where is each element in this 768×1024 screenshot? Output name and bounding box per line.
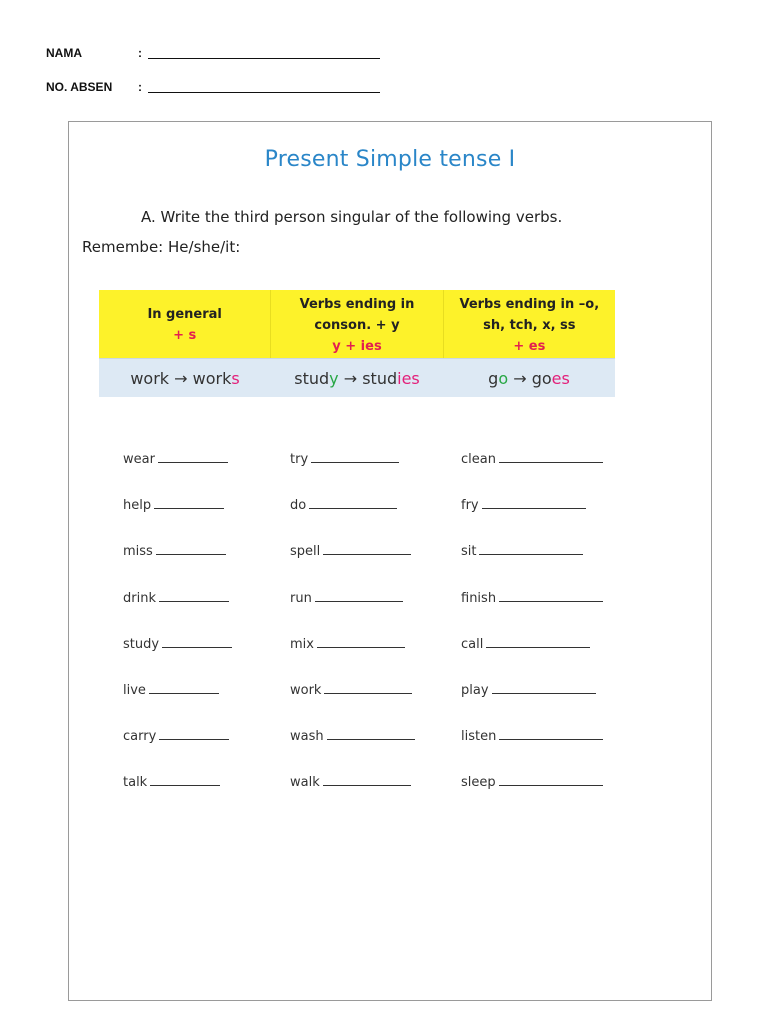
answer-blank-line[interactable]	[479, 544, 583, 555]
verb-word: listen	[461, 729, 497, 745]
verb-word: wash	[290, 729, 324, 745]
answer-blank-line[interactable]	[482, 498, 586, 509]
rules-header-row	[99, 290, 615, 358]
worksheet-title: Present Simple tense I	[264, 147, 516, 172]
answer-blank-line[interactable]	[327, 729, 415, 740]
verb-word: carry	[123, 729, 157, 745]
example-suffix: s	[231, 368, 240, 388]
verb-word: finish	[461, 590, 497, 606]
answer-blank-line[interactable]	[162, 637, 232, 648]
verb-item	[290, 775, 411, 790]
verb-item	[461, 544, 583, 559]
name-colon: :	[138, 46, 142, 60]
example-base-stem: g	[488, 368, 499, 388]
verb-item	[461, 591, 603, 606]
verb-item	[123, 544, 226, 559]
verb-word: miss	[123, 544, 153, 560]
rule-consonant-y-example	[271, 369, 443, 388]
verb-item	[123, 591, 229, 606]
answer-blank-line[interactable]	[499, 729, 603, 740]
verb-word: clean	[461, 452, 496, 467]
worksheet-frame	[68, 121, 712, 1001]
answer-blank-line[interactable]	[154, 498, 224, 509]
absence-number-blank-line[interactable]	[148, 92, 380, 93]
verb-item	[461, 498, 586, 513]
verb-item	[123, 452, 228, 467]
verb-word: walk	[290, 775, 320, 791]
answer-blank-line[interactable]	[158, 452, 228, 463]
verb-word: call	[461, 636, 484, 652]
verb-item	[123, 637, 232, 652]
absence-number-colon: :	[138, 80, 142, 94]
answer-blank-line[interactable]	[150, 775, 220, 786]
answer-blank-line[interactable]	[486, 637, 590, 648]
verb-word: try	[290, 452, 309, 467]
rule-consonant-y-heading	[271, 290, 443, 358]
verb-item	[123, 683, 219, 698]
answer-blank-line[interactable]	[315, 591, 403, 602]
verb-item	[290, 544, 411, 559]
example-suffix: ies	[397, 368, 420, 388]
rule-general-title: In general	[147, 307, 222, 322]
example-stem: work	[192, 368, 232, 388]
verb-word: mix	[290, 636, 314, 652]
instruction-text: A. Write the third person singular of the following verbs.	[141, 208, 563, 226]
arrow-icon: →	[513, 368, 527, 388]
spelling-rules-table	[99, 290, 615, 397]
name-blank-line[interactable]	[148, 58, 380, 59]
example-base-letter: y	[329, 368, 339, 388]
verb-item	[290, 591, 403, 606]
verb-item	[461, 775, 603, 790]
verb-word: fry	[461, 498, 479, 514]
verb-word: do	[290, 498, 307, 514]
name-label: NAMA	[46, 46, 82, 60]
example-base-letter: o	[498, 368, 509, 388]
verb-word: work	[290, 683, 322, 698]
answer-blank-line[interactable]	[499, 452, 603, 463]
example-stem: stud	[362, 368, 398, 388]
example-stem: go	[531, 368, 552, 388]
absence-number-label: NO. ABSEN	[46, 80, 113, 94]
rule-consonant-y-title-line2: conson. + y	[314, 318, 400, 333]
example-base-stem: stud	[294, 368, 330, 388]
rule-o-sh-example	[443, 369, 615, 388]
answer-blank-line[interactable]	[492, 683, 596, 694]
rule-consonant-y-ending: y + ies	[332, 339, 382, 354]
example-base-word: work	[130, 368, 170, 388]
verb-item	[290, 683, 412, 698]
rule-o-sh-title-line2: sh, tch, x, ss	[483, 318, 576, 333]
verb-item	[461, 637, 590, 652]
rule-general-ending: + s	[173, 328, 197, 343]
arrow-icon: →	[343, 368, 358, 388]
verb-word: run	[290, 590, 312, 606]
verb-item	[123, 775, 220, 790]
rule-general-heading	[99, 290, 271, 358]
verb-word: sleep	[461, 775, 496, 791]
answer-blank-line[interactable]	[156, 544, 226, 555]
verb-item	[123, 729, 229, 744]
verb-item	[290, 452, 399, 467]
verb-item	[123, 498, 224, 513]
verb-word: sit	[461, 544, 477, 560]
rule-o-sh-ending: + es	[513, 339, 546, 354]
verb-item	[461, 729, 603, 744]
example-suffix: es	[551, 368, 570, 388]
verb-word: live	[123, 683, 146, 698]
verb-word: help	[123, 498, 152, 514]
arrow-icon: →	[174, 368, 188, 388]
verb-item	[461, 452, 603, 467]
rule-o-sh-heading	[444, 290, 615, 358]
remember-text: Remembe: He/she/it:	[82, 238, 241, 256]
answer-blank-line[interactable]	[309, 498, 397, 509]
verb-item	[290, 637, 405, 652]
rules-example-row	[99, 358, 615, 397]
answer-blank-line[interactable]	[323, 775, 411, 786]
verb-word: talk	[123, 775, 148, 791]
verb-item	[290, 729, 415, 744]
rule-general-example	[99, 369, 271, 388]
answer-blank-line[interactable]	[499, 591, 603, 602]
rule-o-sh-title-line1: Verbs ending in –o,	[459, 297, 600, 312]
verb-word: drink	[123, 590, 156, 606]
answer-blank-line[interactable]	[499, 775, 603, 786]
verb-word: study	[123, 636, 160, 652]
answer-blank-line[interactable]	[159, 591, 229, 602]
verb-item	[290, 498, 397, 513]
verb-word: spell	[290, 544, 321, 560]
answer-blank-line[interactable]	[317, 637, 405, 648]
verb-item	[461, 683, 596, 698]
answer-blank-line[interactable]	[323, 544, 411, 555]
answer-blank-line[interactable]	[311, 452, 399, 463]
rule-consonant-y-title-line1: Verbs ending in	[299, 297, 415, 312]
answer-blank-line[interactable]	[159, 729, 229, 740]
answer-blank-line[interactable]	[324, 683, 412, 694]
verb-word: wear	[123, 452, 155, 467]
verb-word: play	[461, 683, 489, 698]
answer-blank-line[interactable]	[149, 683, 219, 694]
